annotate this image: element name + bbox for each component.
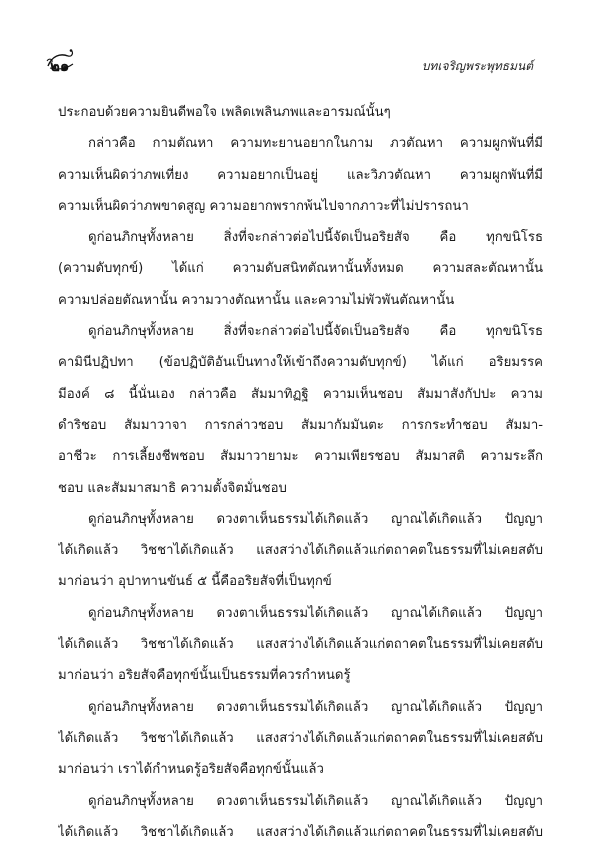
text-line: ประกอบด้วยความยินดีพอใจ เพลิดเพลินภพและอารมณ์นั้นๆ: [58, 105, 391, 120]
text-line: ความปล่อยตัณหานั้น ความวางตัณหานั้น และความไม่พัวพันตัณหานั้น: [58, 292, 455, 308]
text-line: ความเห็นผิดว่าภพขาดสูญ ความอยากพรากพ้นไปจากภาวะที่ไม่ปรารถนา: [58, 198, 469, 214]
text-line: มาก่อนว่า อริยสัจคือทุกข์นั้นเป็นธรรมที่ควรกำหนดรู้: [58, 668, 351, 684]
text-line: ได้เกิดแล้ว วิชชาได้เกิดแล้ว แสงสว่างได้เกิดแล้วแก่ตถาคตในธรรมที่ไม่เคยสดับ: [58, 730, 543, 746]
text-line: กล่าวคือ กามตัณหา ความทะยานอยากในกาม ภวตัณหา ความผูกพันที่มี: [88, 136, 543, 152]
text-line: ดูก่อนภิกษุทั้งหลาย ดวงตาเห็นธรรมได้เกิดแล้ว ญาณได้เกิดแล้ว ปัญญา: [88, 793, 543, 809]
text-line: ดูก่อนภิกษุทั้งหลาย ดวงตาเห็นธรรมได้เกิดแล้ว ญาณได้เกิดแล้ว ปัญญา: [88, 605, 543, 621]
text-line: (ความดับทุกข์) ได้แก่ ความดับสนิทตัณหานั้นทั้งหมด ความสละตัณหานั้น: [58, 261, 543, 277]
text-line: ดูก่อนภิกษุทั้งหลาย ดวงตาเห็นธรรมได้เกิดแล้ว ญาณได้เกิดแล้ว ปัญญา: [88, 511, 543, 527]
text-line: ความเห็นผิดว่าภพเที่ยง ความอยากเป็นอยู่ และวิภวตัณหา ความผูกพันที่มี: [58, 167, 543, 183]
text-line: ได้เกิดแล้ว วิชชาได้เกิดแล้ว แสงสว่างได้เกิดแล้วแก่ตถาคตในธรรมที่ไม่เคยสดับ: [58, 824, 543, 840]
text-line: คามินีปฏิปทา (ข้อปฏิบัติอันเป็นทางให้เข้าถึงความดับทุกข์) ได้แก่ อริยมรรค: [58, 355, 543, 371]
page-number: [50, 54, 69, 78]
text-line: ดูก่อนภิกษุทั้งหลาย สิ่งที่จะกล่าวต่อไปนี้จัดเป็นอริยสัจ คือ ทุกขนิโรธ: [88, 324, 543, 340]
text-line: มีองค์ ๘ นี้นั่นเอง กล่าวคือ สัมมาทิฏฐิ ความเห็นชอบ สัมมาสังกัปปะ ความ: [58, 386, 543, 402]
text-line: มาก่อนว่า อุปาทานขันธ์ ๕ นี้คืออริยสัจที่เป็นทุกข์: [58, 574, 332, 590]
text-line: ดูก่อนภิกษุทั้งหลาย สิ่งที่จะกล่าวต่อไปนี้จัดเป็นอริยสัจ คือ ทุกขนิโรธ: [88, 230, 543, 246]
text-line: ได้เกิดแล้ว วิชชาได้เกิดแล้ว แสงสว่างได้เกิดแล้วแก่ตถาคตในธรรมที่ไม่เคยสดับ: [58, 637, 543, 653]
body-text: [58, 97, 543, 848]
text-line: ดำริชอบ สัมมาวาจา การกล่าวชอบ สัมมากัมมันตะ การกระทำชอบ สัมมา-: [58, 417, 543, 433]
text-line: ชอบ และสัมมาสมาธิ ความตั้งจิตมั่นชอบ: [58, 480, 287, 496]
text-line: อาชีวะ การเลี้ยงชีพชอบ สัมมาวายามะ ความเพียรชอบ สัมมาสติ ความระลึก: [58, 449, 543, 465]
page-number-text: ๒๑: [50, 57, 70, 75]
text-line: มาก่อนว่า เราได้กำหนดรู้อริยสัจคือทุกข์นั้นแล้ว: [58, 762, 324, 778]
text-line: ดูก่อนภิกษุทั้งหลาย ดวงตาเห็นธรรมได้เกิดแล้ว ญาณได้เกิดแล้ว ปัญญา: [88, 699, 543, 715]
text-line: ได้เกิดแล้ว วิชชาได้เกิดแล้ว แสงสว่างได้เกิดแล้วแก่ตถาคตในธรรมที่ไม่เคยสดับ: [58, 543, 543, 559]
running-header: บทเจริญพระพุทธมนต์: [421, 59, 533, 73]
